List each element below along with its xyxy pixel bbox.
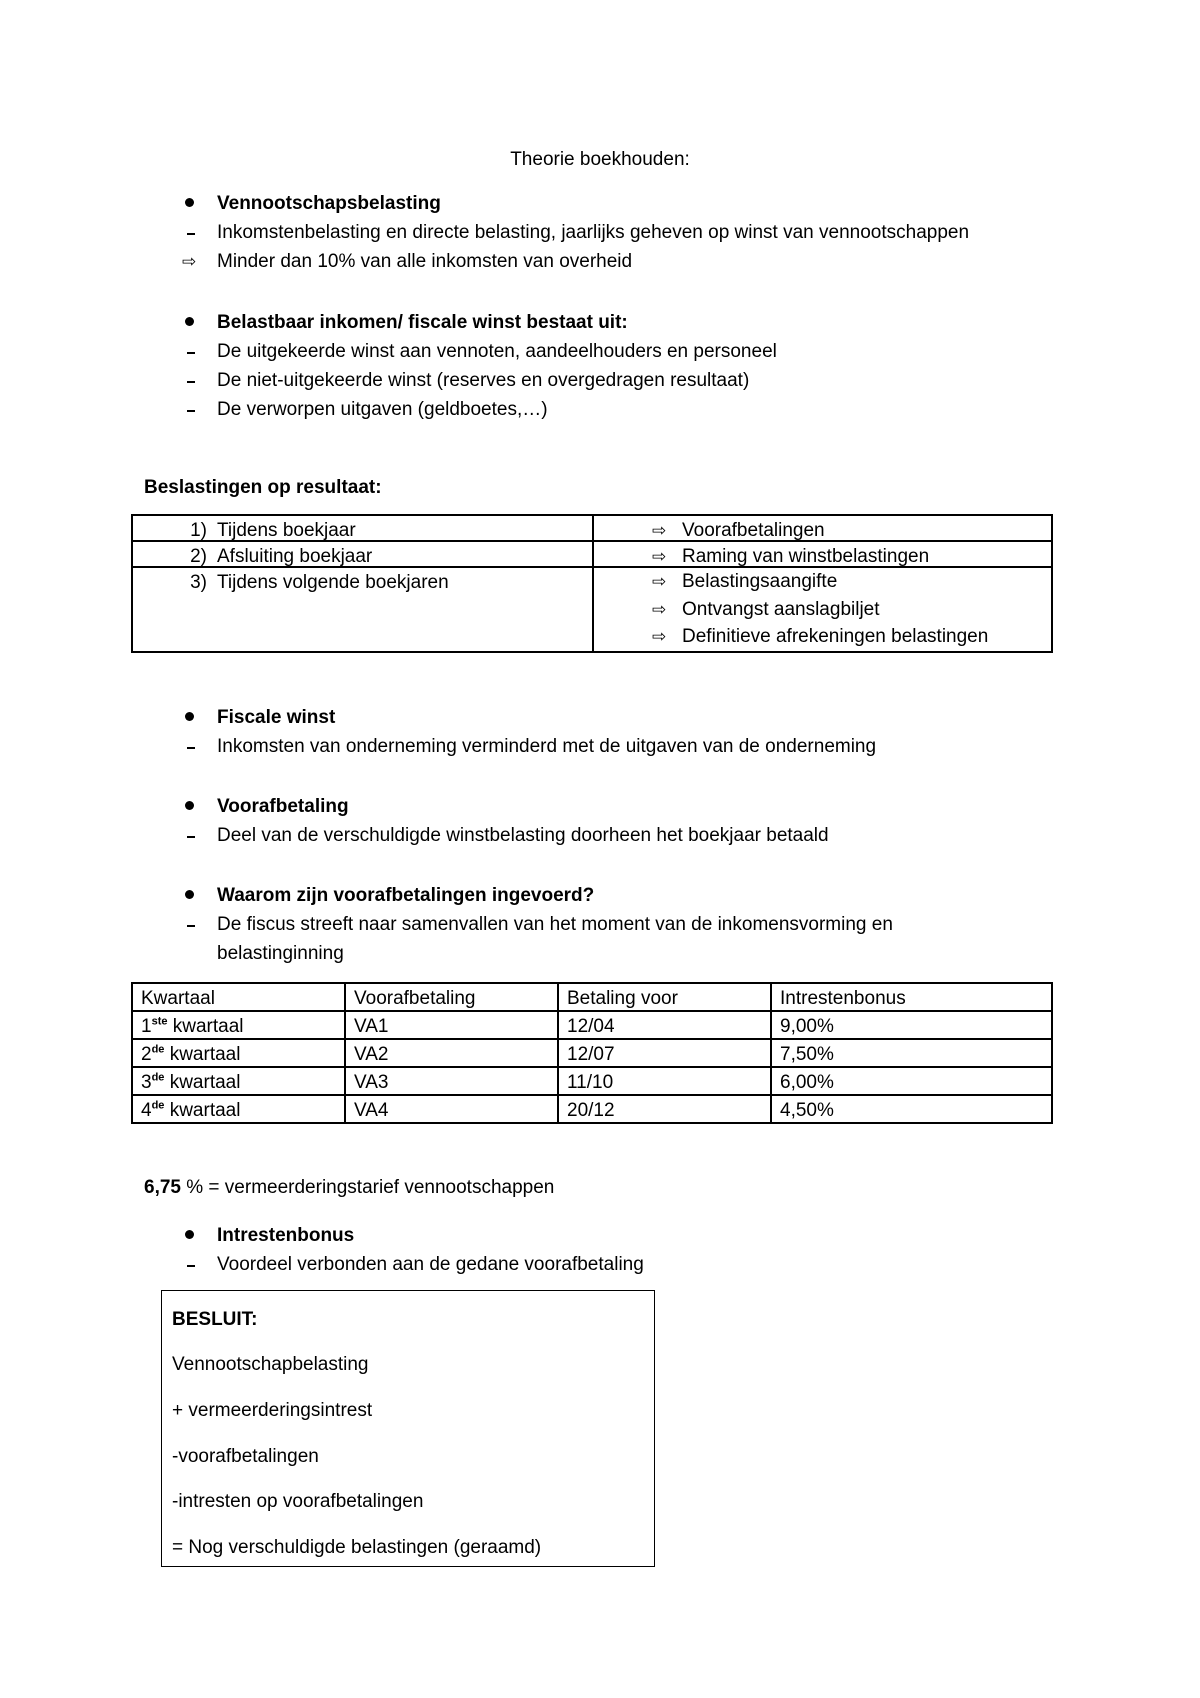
table-cell: ⇨ Voorafbetalingen [593, 515, 1052, 541]
table-row [132, 1095, 1052, 1123]
quarter-table [131, 982, 1053, 1124]
dash-marker [187, 410, 195, 412]
table-cell: 1) Tijdens boekjaar [132, 515, 593, 541]
table-cell: 4de kwartaal [132, 1095, 345, 1123]
table-cell: VA4 [345, 1095, 558, 1123]
table-row [132, 1011, 1052, 1039]
arrow-icon: ⇨ [652, 521, 667, 540]
besluit-line: -voorafbetalingen [172, 1446, 319, 1467]
dash-marker [187, 1265, 195, 1267]
table-cell: VA1 [345, 1011, 558, 1039]
bullet [185, 317, 194, 326]
dash-marker [187, 381, 195, 383]
column-header: Kwartaal [132, 983, 345, 1011]
column-header: Voorafbetaling [345, 983, 558, 1011]
arrow-icon: ⇨ [182, 252, 197, 271]
dash-marker [187, 233, 195, 235]
table-cell: 12/07 [558, 1039, 771, 1067]
table-row [132, 1039, 1052, 1067]
dash-marker [187, 747, 195, 749]
rate-line: 6,75 % = vermeerderingstarief vennootschappen [144, 1177, 555, 1198]
section-heading-belastbaar-inkomen: Belastbaar inkomen/ fiscale winst bestaat uit: [217, 312, 628, 333]
bullet [185, 890, 194, 899]
table-cell: 2de kwartaal [132, 1039, 345, 1067]
section-text: Inkomstenbelasting en directe belasting, jaarlijks geheven op winst van vennootschappen [217, 222, 970, 243]
table-cell: 4,50% [771, 1095, 1052, 1123]
dash-marker [187, 836, 195, 838]
table-cell: 12/04 [558, 1011, 771, 1039]
dash-marker [187, 925, 195, 927]
section-heading-fiscale-winst: Fiscale winst [217, 707, 336, 728]
besluit-line: -intresten op voorafbetalingen [172, 1491, 424, 1512]
section-text: De fiscus streeft naar samenvallen van het moment van de inkomensvorming en [217, 914, 893, 935]
table-header-row [132, 983, 1052, 1011]
column-header: Betaling voor [558, 983, 771, 1011]
table-cell: 1ste kwartaal [132, 1011, 345, 1039]
table-row [132, 541, 1052, 567]
dash-marker [187, 352, 195, 354]
section-text: belastinginning [217, 943, 344, 964]
table-cell: 20/12 [558, 1095, 771, 1123]
arrow-icon: ⇨ [652, 572, 667, 591]
besluit-line: = Nog verschuldigde belastingen (geraamd) [172, 1537, 542, 1558]
table-cell: 3) Tijdens volgende boekjaren [132, 567, 593, 652]
besluit-box [161, 1290, 655, 1567]
bullet [185, 1230, 194, 1239]
bullet [185, 801, 194, 810]
section-heading-voorafbetaling: Voorafbetaling [217, 796, 349, 817]
tax-table [131, 514, 1053, 653]
section-text: Minder dan 10% van alle inkomsten van overheid [217, 251, 633, 272]
taxes-heading: Beslastingen op resultaat: [144, 477, 382, 498]
section-heading-intrestenbonus: Intrestenbonus [217, 1225, 355, 1246]
list-item: De niet-uitgekeerde winst (reserves en overgedragen resultaat) [217, 370, 750, 391]
list-item: De verworpen uitgaven (geldboetes,…) [217, 399, 548, 420]
besluit-title: BESLUIT: [172, 1309, 258, 1330]
section-text: Voordeel verbonden aan de gedane voorafbetaling [217, 1254, 644, 1275]
besluit-line: Vennootschapbelasting [172, 1354, 369, 1375]
section-text: Inkomsten van onderneming verminderd met de uitgaven van de onderneming [217, 736, 877, 757]
arrow-icon: ⇨ [652, 599, 667, 619]
bullet [185, 712, 194, 721]
table-row [132, 1067, 1052, 1095]
table-row [132, 515, 1052, 541]
table-cell: VA2 [345, 1039, 558, 1067]
table-cell: VA3 [345, 1067, 558, 1095]
table-cell: 6,00% [771, 1067, 1052, 1095]
section-heading-waarom: Waarom zijn voorafbetalingen ingevoerd? [217, 885, 595, 906]
arrow-icon: ⇨ [652, 547, 667, 566]
table-cell: 11/10 [558, 1067, 771, 1095]
section-heading-vennootschapsbelasting: Vennootschapsbelasting [217, 193, 441, 214]
table-cell: 7,50% [771, 1039, 1052, 1067]
table-row [132, 567, 1052, 652]
table-cell: 3de kwartaal [132, 1067, 345, 1095]
table-cell: 2) Afsluiting boekjaar [132, 541, 593, 567]
page-title: Theorie boekhouden: [510, 149, 690, 170]
list-item: De uitgekeerde winst aan vennoten, aandeelhouders en personeel [217, 341, 777, 362]
besluit-line: + vermeerderingsintrest [172, 1400, 373, 1421]
bullet [185, 198, 194, 207]
section-text: Deel van de verschuldigde winstbelasting doorheen het boekjaar betaald [217, 825, 829, 846]
table-cell: 9,00% [771, 1011, 1052, 1039]
table-cell: ⇨ Belastingsaangifte ⇨ Ontvangst aanslagbiljet ⇨ Definitieve afrekeningen belastingen [593, 567, 1052, 652]
column-header: Intrestenbonus [771, 983, 1052, 1011]
arrow-icon: ⇨ [652, 627, 667, 646]
table-cell: ⇨ Raming van winstbelastingen [593, 541, 1052, 567]
